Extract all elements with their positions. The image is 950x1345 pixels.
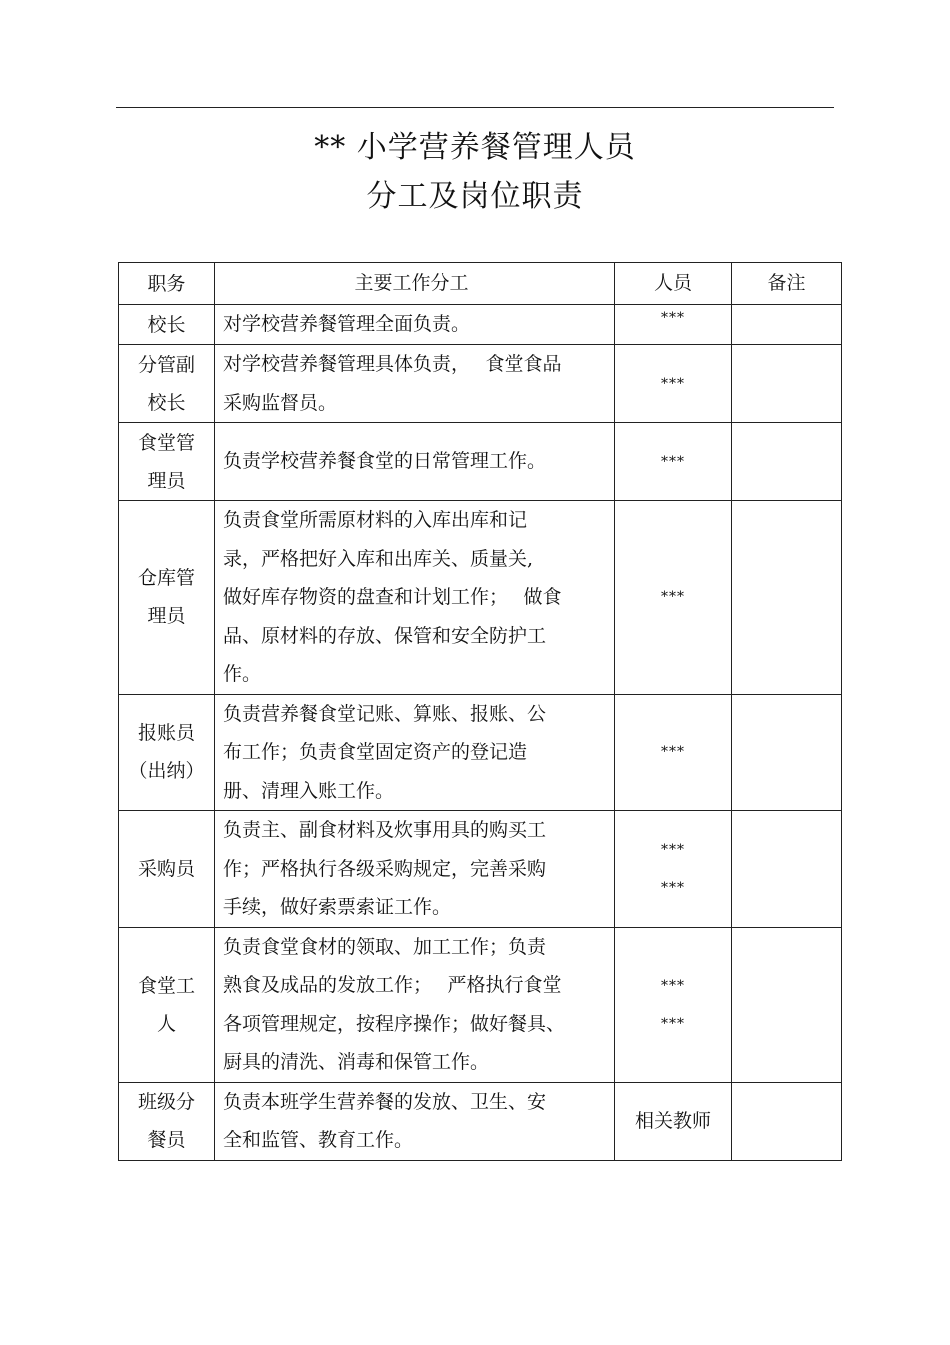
role-cell: 仓库管 理员 xyxy=(137,567,195,628)
document-subtitle: 分工及岗位职责 xyxy=(366,179,584,214)
note-cell xyxy=(732,423,842,501)
table-row xyxy=(119,694,842,811)
note-cell xyxy=(732,1082,842,1160)
table-row xyxy=(119,501,842,695)
duty-table xyxy=(118,262,842,1161)
top-divider-line xyxy=(116,107,834,108)
table-header-row xyxy=(119,263,842,305)
note-cell xyxy=(732,694,842,811)
note-cell xyxy=(732,345,842,423)
person-cell: *** *** xyxy=(661,841,685,896)
role-cell: 分管副 校长 xyxy=(137,353,195,414)
task-cell: 负责主、副食材料及炊事用具的购买工 作；严格执行各级采购规定，完善采购 手续，做好索票索证工作。 xyxy=(223,819,547,918)
header-note: 备注 xyxy=(732,263,842,305)
person-cell: *** xyxy=(661,744,685,761)
task-cell: 负责学校营养餐食堂的日常管理工作。 xyxy=(223,450,547,473)
note-cell xyxy=(732,501,842,695)
task-cell: 对学校营养餐管理全面负责。 xyxy=(223,313,471,336)
header-task: 主要工作分工 xyxy=(215,263,615,305)
person-cell: *** xyxy=(661,589,685,606)
person-cell: *** xyxy=(661,453,685,470)
task-cell: 负责营养餐食堂记账、算账、报账、公 布工作；负责食堂固定资产的登记造 册、清理入账工作。 xyxy=(223,702,547,802)
note-cell xyxy=(732,927,842,1082)
role-cell: 班级分 餐员 xyxy=(137,1091,195,1151)
person-cell: *** xyxy=(661,375,685,392)
table-row xyxy=(119,345,842,423)
person-cell: 相关教师 xyxy=(634,1110,711,1132)
role-cell: 采购员 xyxy=(137,857,195,880)
role-cell: 校长 xyxy=(147,313,186,336)
role-cell: 食堂管 理员 xyxy=(137,431,195,492)
table-row xyxy=(119,423,842,501)
task-cell: 负责食堂食材的领取、加工工作；负责 熟食及成品的发放工作； 严格执行食堂 各项管理规定，按程序操作；做好餐具、 厨具的清洗、消毒和保管工作。 xyxy=(223,935,566,1073)
task-cell: 负责本班学生营养餐的发放、卫生、安 全和监管、教育工作。 xyxy=(223,1090,547,1151)
document-title: ** 小学营养餐管理人员 xyxy=(314,130,636,165)
header-person: 人员 xyxy=(615,263,732,305)
table-row xyxy=(119,811,842,928)
task-cell: 对学校营养餐管理具体负责， 食堂食品 采购监督员。 xyxy=(223,353,562,414)
header-role: 职务 xyxy=(119,263,215,305)
role-cell: 食堂工 人 xyxy=(137,974,195,1035)
table-row xyxy=(119,305,842,345)
table-row xyxy=(119,927,842,1082)
role-cell: 报账员 （出纳） xyxy=(128,722,205,783)
person-cell: *** xyxy=(661,309,685,326)
person-cell: *** *** xyxy=(661,977,685,1032)
note-cell xyxy=(732,305,842,345)
table-row xyxy=(119,1082,842,1160)
note-cell xyxy=(732,811,842,928)
task-cell: 负责食堂所需原材料的入库出库和记 录，严格把好入库和出库关、质量关, 做好库存物资的盘查和计划工作； 做食 品、原材料的存放、保管和安全防护工 作。 xyxy=(223,509,562,685)
